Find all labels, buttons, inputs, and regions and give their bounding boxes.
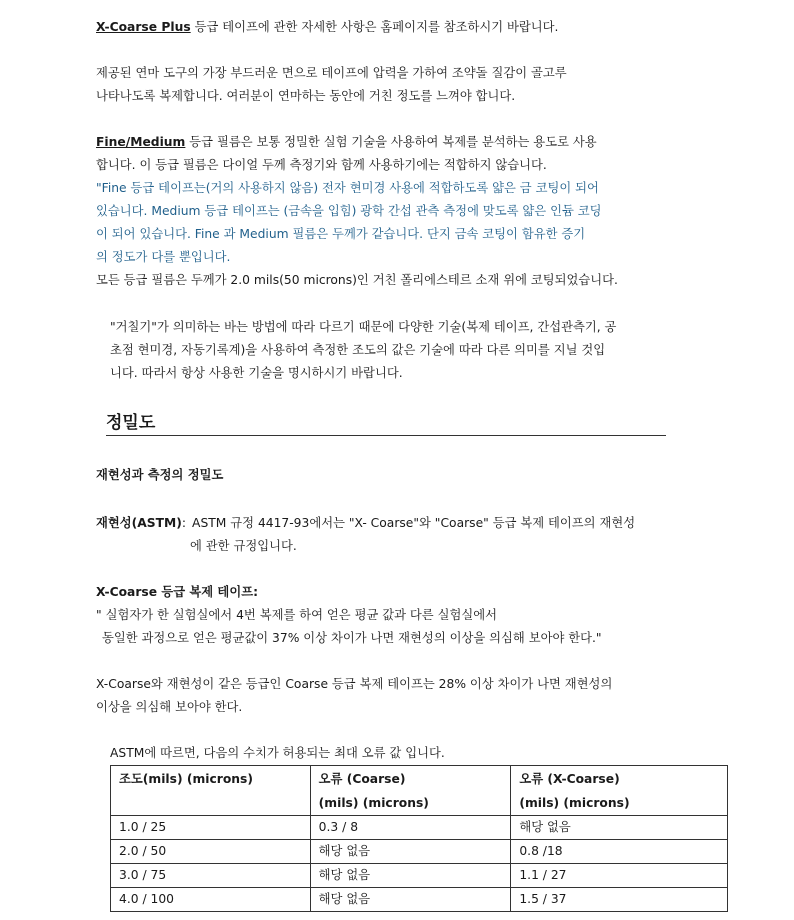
xcoarse-quote-line2: 동일한 과정으로 얻은 평균값이 37% 이상 차이가 나면 재현성의 이상을 의심해 보아야 한다."	[102, 631, 602, 645]
xcoarse-para-line2: 이상을 의심해 보아야 한다.	[96, 700, 243, 714]
fine-blue-line3: 이 되어 있습니다. Fine 과 Medium 필름은 두께가 같습니다. 단지 금속 코팅이 함유한 증기	[96, 227, 586, 241]
table-row	[111, 816, 728, 840]
table-cell: 1.5 / 37	[511, 888, 728, 912]
roughness-quote-line3: 니다. 따라서 항상 사용한 기술을 명시하시기 바랍니다.	[110, 366, 403, 380]
table-cell: 1.1 / 27	[511, 864, 728, 888]
header-line: (mils) (microns)	[519, 796, 630, 810]
table-row	[111, 864, 728, 888]
astm-label: 재현성(ASTM)	[96, 516, 182, 530]
section-subtitle: 재현성과 측정의 정밀도	[96, 468, 224, 482]
table-header-cell	[310, 766, 511, 816]
table-cell: 해당 없음	[310, 840, 511, 864]
table-cell: 해당 없음	[511, 816, 728, 840]
header-line: 조도(mils) (microns)	[119, 772, 253, 786]
table-cell: 2.0 / 50	[111, 840, 311, 864]
para1-line2: 나타나도록 복제합니다. 여러분이 연마하는 동안에 거친 정도를 느껴야 합니다.	[96, 89, 516, 103]
fine-blue-line4: 의 정도가 다를 뿐입니다.	[96, 250, 231, 264]
table-cell: 해당 없음	[310, 864, 511, 888]
xcoarse-para-line1: X-Coarse와 재현성이 같은 등급인 Coarse 등급 복제 테이프는 28% 이상 차이가 나면 재현성의	[96, 677, 613, 691]
all-films-line: 모든 등급 필름은 두께가 2.0 mils(50 microns)인 거친 폴리에스테르 소재 위에 코팅되었습니다.	[96, 273, 618, 287]
table-cell: 3.0 / 75	[111, 864, 311, 888]
table-cell: 해당 없음	[310, 888, 511, 912]
fine-medium-term: Fine/Medium	[96, 135, 186, 149]
table-row	[111, 888, 728, 912]
header-line: (mils) (microns)	[318, 796, 429, 810]
table-header-cell	[511, 766, 728, 816]
table-header-row	[111, 766, 728, 816]
error-table	[110, 765, 728, 912]
fine-medium-text: 등급 필름은 보통 정밀한 실험 기술을 사용하여 복제를 분석하는 용도로 사용	[185, 135, 597, 149]
astm-colon: :	[181, 516, 187, 530]
astm-line2: 에 관한 규정입니다.	[190, 539, 297, 553]
table-caption: ASTM에 따르면, 다음의 수치가 허용되는 최대 오류 값 입니다.	[110, 746, 445, 760]
table-cell: 0.3 / 8	[310, 816, 511, 840]
roughness-quote-line1: "거칠기"가 의미하는 바는 방법에 따라 다르기 때문에 다양한 기술(복제 테이프, 간섭관측기, 공	[110, 320, 617, 334]
fine-blue-line1: "Fine 등급 테이프는(거의 사용하지 않음) 전자 현미경 사용에 적합하도록 얇은 금 코팅이 되어	[96, 181, 599, 195]
xcoarse-quote-line1: " 실험자가 한 실험실에서 4번 복제를 하여 얻은 평균 값과 다른 실험실에서	[96, 608, 497, 622]
section-title-precision: 정밀도	[106, 410, 666, 436]
fine-medium-line2: 합니다. 이 등급 필름은 다이얼 두께 측정기와 함께 사용하기에는 적합하지 않습니다.	[96, 158, 547, 172]
fine-medium-line1	[96, 134, 597, 150]
table-cell: 4.0 / 100	[111, 888, 311, 912]
astm-line1	[96, 515, 635, 531]
astm-text1: ASTM 규정 4417-93에서는 "X- Coarse"와 "Coarse" 등급 복제 테이프의 재현성	[192, 516, 636, 530]
header-line: 오류 (Coarse)	[318, 772, 406, 786]
table-row	[111, 840, 728, 864]
xcoarse-plus-term: X-Coarse Plus	[96, 20, 191, 34]
table-cell: 1.0 / 25	[111, 816, 311, 840]
roughness-quote-line2: 초점 현미경, 자동기록계)을 사용하여 측정한 조도의 값은 기술에 따라 다른 의미를 지닐 것입	[110, 343, 606, 357]
xcoarse-plus-note	[96, 19, 558, 35]
xcoarse-plus-text: 등급 테이프에 관한 자세한 사항은 홈페이지를 참조하시기 바랍니다.	[190, 20, 559, 34]
xcoarse-title: X-Coarse 등급 복제 테이프:	[96, 585, 258, 599]
fine-blue-line2: 있습니다. Medium 등급 테이프는 (금속을 입힘) 광학 간섭 관측 측정에 맞도록 얇은 인듐 코딩	[96, 204, 602, 218]
header-line: 오류 (X-Coarse)	[519, 772, 620, 786]
table-cell: 0.8 /18	[511, 840, 728, 864]
table-header-cell	[111, 766, 311, 816]
para1-line1: 제공된 연마 도구의 가장 부드러운 면으로 테이프에 압력을 가하여 조약돌 질감이 골고루	[96, 66, 567, 80]
